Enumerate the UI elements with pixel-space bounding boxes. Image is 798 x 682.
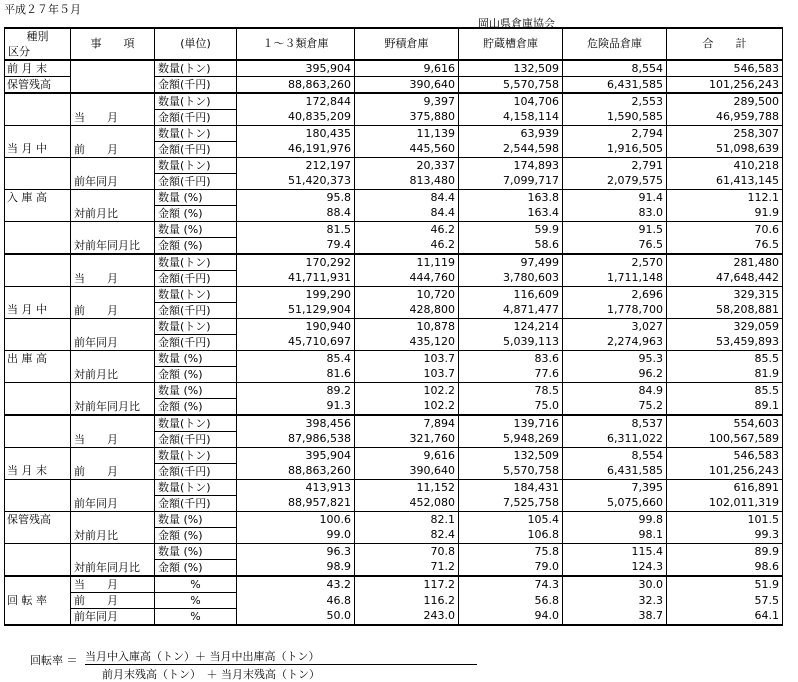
value-cell: 103.7	[355, 367, 459, 383]
shipments-section	[5, 254, 783, 415]
value-cell: 20,337	[355, 158, 459, 174]
value-cell: 88,957,821	[237, 496, 355, 512]
value-cell: 124.3	[563, 560, 667, 577]
value-cell: 64.1	[667, 609, 783, 626]
value-cell: 51,129,904	[237, 303, 355, 319]
unit-label: 金額(千円)	[155, 142, 237, 158]
value-cell: 410,218	[667, 158, 783, 174]
value-cell: 70.6	[667, 222, 783, 238]
table-row: 保管残高 金額(千円) 88,863,260 390,640 5,570,758 6,431,585 101,256,243	[5, 77, 783, 94]
value-cell: 51,098,639	[667, 142, 783, 158]
value-cell: 9,397	[355, 93, 459, 110]
balance-section	[5, 415, 783, 576]
value-cell: 2,791	[563, 158, 667, 174]
row-item-label: 対前月比	[71, 190, 155, 222]
table-row: 前 月 末 数量(トン) 395,904 9,616 132,509 8,554 546,583	[5, 60, 783, 77]
value-cell: 199,290	[237, 287, 355, 303]
header-col-4: 危険品倉庫	[563, 28, 667, 60]
section-label: 当 月 中	[5, 303, 71, 319]
value-cell: 813,480	[355, 174, 459, 190]
unit-label: 金額(千円)	[155, 271, 237, 287]
section-label: 当 月 中	[5, 142, 71, 158]
table-row	[5, 480, 783, 496]
value-cell: 83.0	[563, 206, 667, 222]
value-cell: 106.8	[459, 528, 563, 544]
value-cell: 74.3	[459, 576, 563, 593]
value-cell: 5,039,113	[459, 335, 563, 351]
value-cell: 89.9	[667, 544, 783, 560]
unit-label: 数量(トン)	[155, 158, 237, 174]
value-cell: 79.4	[237, 238, 355, 255]
row-item-label: 前年同月	[71, 609, 155, 626]
unit-label: 金額(千円)	[155, 110, 237, 126]
value-cell: 1,916,505	[563, 142, 667, 158]
value-cell: 2,553	[563, 93, 667, 110]
unit-label: 数量 (%)	[155, 512, 237, 528]
value-cell: 41,711,931	[237, 271, 355, 287]
header-col-5: 合 計	[667, 28, 783, 60]
value-cell: 84.4	[355, 190, 459, 206]
unit-label: 金額 (%)	[155, 399, 237, 416]
organization-name: 岡山県倉庫協会	[478, 17, 555, 30]
row-item-label: 当 月	[71, 254, 155, 287]
value-cell: 10,720	[355, 287, 459, 303]
header-col-1: １～３類倉庫	[237, 28, 355, 60]
value-cell: 174,893	[459, 158, 563, 174]
value-cell: 11,152	[355, 480, 459, 496]
formula-numerator: 当月中入庫高（トン）＋ 当月中出庫高（トン）	[85, 650, 320, 663]
value-cell: 9,616	[355, 448, 459, 464]
formula-fraction-line	[85, 664, 477, 665]
value-cell: 81.6	[237, 367, 355, 383]
section-label: 当 月 末	[5, 464, 71, 480]
value-cell: 99.0	[237, 528, 355, 544]
value-cell: 45,710,697	[237, 335, 355, 351]
table-row	[5, 158, 783, 174]
value-cell: 91.5	[563, 222, 667, 238]
value-cell: 100.6	[237, 512, 355, 528]
value-cell: 281,480	[667, 254, 783, 271]
value-cell: 97,499	[459, 254, 563, 271]
row-item-label: 対前月比	[71, 351, 155, 383]
unit-label: %	[155, 593, 237, 609]
value-cell: 32.3	[563, 593, 667, 609]
value-cell: 132,509	[459, 448, 563, 464]
unit-label: 数量(トン)	[155, 480, 237, 496]
value-cell: 99.3	[667, 528, 783, 544]
table-row	[5, 593, 783, 609]
value-cell: 91.9	[667, 206, 783, 222]
formula-denominator: 前月末残高（トン） ＋ 当月末残高（トン）	[102, 668, 320, 681]
value-cell: 8,554	[563, 448, 667, 464]
receipts-section	[5, 93, 783, 254]
value-cell: 8,537	[563, 415, 667, 432]
value-cell: 96.3	[237, 544, 355, 560]
value-cell: 46,191,976	[237, 142, 355, 158]
unit-label: %	[155, 576, 237, 593]
value-cell: 95.8	[237, 190, 355, 206]
value-cell: 47,648,442	[667, 271, 783, 287]
section-label: 出 庫 高	[5, 351, 71, 367]
value-cell: 85.4	[237, 351, 355, 367]
unit-label: 金額(千円)	[155, 432, 237, 448]
value-cell: 91.4	[563, 190, 667, 206]
row-item-label: 対前年同月比	[71, 383, 155, 416]
value-cell: 83.6	[459, 351, 563, 367]
value-cell: 82.1	[355, 512, 459, 528]
header-col-3: 貯蔵槽倉庫	[459, 28, 563, 60]
value-cell: 98.6	[667, 560, 783, 577]
value-cell: 78.5	[459, 383, 563, 399]
value-cell: 2,794	[563, 126, 667, 142]
header-category: 区分	[5, 44, 71, 60]
value-cell: 428,800	[355, 303, 459, 319]
value-cell: 5,948,269	[459, 432, 563, 448]
unit-label: 金額(千円)	[155, 496, 237, 512]
value-cell: 102.2	[355, 399, 459, 416]
unit-label: 数量 (%)	[155, 222, 237, 238]
value-cell: 81.5	[237, 222, 355, 238]
value-cell: 7,395	[563, 480, 667, 496]
value-cell: 6,431,585	[563, 464, 667, 480]
header-col-2: 野積倉庫	[355, 28, 459, 60]
value-cell: 40,835,209	[237, 110, 355, 126]
row-item-label: 対前年同月比	[71, 222, 155, 255]
unit-label: 金額(千円)	[155, 464, 237, 480]
row-item-label: 前 月	[71, 448, 155, 480]
value-cell: 112.1	[667, 190, 783, 206]
row-item-label: 当 月	[71, 576, 155, 593]
table-row	[5, 609, 783, 626]
table-row	[5, 287, 783, 303]
value-cell: 5,570,758	[459, 464, 563, 480]
header-item: 事 項	[71, 28, 155, 60]
unit-label: 数量 (%)	[155, 544, 237, 560]
table-row	[5, 576, 783, 593]
formula-label: 回転率 ＝	[30, 654, 78, 667]
value-cell: 124,214	[459, 319, 563, 335]
value-cell: 444,760	[355, 271, 459, 287]
value-cell: 11,139	[355, 126, 459, 142]
row-item-label: 前年同月	[71, 480, 155, 512]
value-cell: 435,120	[355, 335, 459, 351]
value-cell: 117.2	[355, 576, 459, 593]
value-cell: 85.5	[667, 383, 783, 399]
value-cell: 101,256,243	[667, 464, 783, 480]
value-cell: 445,560	[355, 142, 459, 158]
value-cell: 46,959,788	[667, 110, 783, 126]
section-label: 保管残高	[5, 512, 71, 528]
value-cell: 398,456	[237, 415, 355, 432]
table-row	[5, 319, 783, 335]
header-row-1	[5, 28, 783, 44]
value-cell: 59.9	[459, 222, 563, 238]
value-cell: 184,431	[459, 480, 563, 496]
value-cell: 258,307	[667, 126, 783, 142]
value-cell: 1,778,700	[563, 303, 667, 319]
value-cell: 163.8	[459, 190, 563, 206]
value-cell: 2,079,575	[563, 174, 667, 190]
value-cell: 5,075,660	[563, 496, 667, 512]
value-cell: 116,609	[459, 287, 563, 303]
value-cell: 46.2	[355, 238, 459, 255]
unit-label: 数量(トン)	[155, 287, 237, 303]
value-cell: 2,544,598	[459, 142, 563, 158]
unit-label: 金額(千円)	[155, 174, 237, 190]
value-cell: 616,891	[667, 480, 783, 496]
unit-label: 金額 (%)	[155, 528, 237, 544]
section-label: 回 転 率	[5, 593, 71, 609]
value-cell: 243.0	[355, 609, 459, 626]
turnover-section	[5, 576, 783, 625]
section-label: 保管残高	[5, 77, 71, 94]
unit-label: %	[155, 609, 237, 626]
value-cell: 63,939	[459, 126, 563, 142]
value-cell: 88,863,260	[237, 464, 355, 480]
value-cell: 56.8	[459, 593, 563, 609]
unit-label: 数量 (%)	[155, 190, 237, 206]
value-cell: 11,119	[355, 254, 459, 271]
value-cell: 75.8	[459, 544, 563, 560]
row-item-label: 前 月	[71, 126, 155, 158]
table-row	[5, 351, 783, 367]
value-cell: 51.9	[667, 576, 783, 593]
header-unit: (単位)	[155, 28, 237, 60]
value-cell: 84.9	[563, 383, 667, 399]
unit-label: 数量 (%)	[155, 383, 237, 399]
value-cell: 375,880	[355, 110, 459, 126]
value-cell: 116.2	[355, 593, 459, 609]
value-cell: 76.5	[563, 238, 667, 255]
value-cell: 170,292	[237, 254, 355, 271]
report-title: 平成２７年５月	[4, 3, 81, 16]
value-cell: 413,913	[237, 480, 355, 496]
value-cell: 53,459,893	[667, 335, 783, 351]
value-cell: 98.9	[237, 560, 355, 577]
unit-label: 金額(千円)	[155, 335, 237, 351]
value-cell: 82.4	[355, 528, 459, 544]
value-cell: 2,274,963	[563, 335, 667, 351]
table-row	[5, 222, 783, 238]
value-cell: 89.1	[667, 399, 783, 416]
value-cell: 452,080	[355, 496, 459, 512]
value-cell: 7,525,758	[459, 496, 563, 512]
unit-label: 金額 (%)	[155, 367, 237, 383]
value-cell: 329,059	[667, 319, 783, 335]
warehouse-statistics-table	[4, 27, 783, 626]
row-item-label: 対前月比	[71, 512, 155, 544]
value-cell: 1,711,148	[563, 271, 667, 287]
value-cell: 2,696	[563, 287, 667, 303]
value-cell: 115.4	[563, 544, 667, 560]
section-label: 入 庫 高	[5, 190, 71, 206]
row-item-label: 当 月	[71, 93, 155, 126]
value-cell: 390,640	[355, 464, 459, 480]
value-cell: 50.0	[237, 609, 355, 626]
value-cell: 91.3	[237, 399, 355, 416]
table-row	[5, 383, 783, 399]
value-cell: 102.2	[355, 383, 459, 399]
value-cell: 30.0	[563, 576, 667, 593]
value-cell: 79.0	[459, 560, 563, 577]
row-item-label: 前年同月	[71, 158, 155, 190]
unit-label: 金額 (%)	[155, 238, 237, 255]
unit-label: 数量 (%)	[155, 351, 237, 367]
table-row	[5, 254, 783, 271]
table-row	[5, 126, 783, 142]
value-cell: 321,760	[355, 432, 459, 448]
value-cell: 10,878	[355, 319, 459, 335]
value-cell: 94.0	[459, 609, 563, 626]
value-cell: 76.5	[667, 238, 783, 255]
unit-label: 数量(トン)	[155, 319, 237, 335]
unit-label: 数量(トン)	[155, 93, 237, 110]
value-cell: 71.2	[355, 560, 459, 577]
unit-label: 数量(トン)	[155, 448, 237, 464]
unit-label: 数量(トン)	[155, 126, 237, 142]
value-cell: 58.6	[459, 238, 563, 255]
value-cell: 98.1	[563, 528, 667, 544]
value-cell: 6,311,022	[563, 432, 667, 448]
value-cell: 395,904	[237, 448, 355, 464]
value-cell: 101.5	[667, 512, 783, 528]
table-row	[5, 512, 783, 528]
value-cell: 4,871,477	[459, 303, 563, 319]
value-cell: 43.2	[237, 576, 355, 593]
row-item-label: 前 月	[71, 593, 155, 609]
value-cell: 51,420,373	[237, 174, 355, 190]
value-cell: 38.7	[563, 609, 667, 626]
value-cell: 289,500	[667, 93, 783, 110]
value-cell: 89.2	[237, 383, 355, 399]
value-cell: 139,716	[459, 415, 563, 432]
value-cell: 4,158,114	[459, 110, 563, 126]
value-cell: 75.0	[459, 399, 563, 416]
value-cell: 77.6	[459, 367, 563, 383]
value-cell: 172,844	[237, 93, 355, 110]
table-row	[5, 448, 783, 464]
row-item-label: 前 月	[71, 287, 155, 319]
value-cell: 546,583	[667, 448, 783, 464]
value-cell: 329,315	[667, 287, 783, 303]
value-cell: 100,567,589	[667, 432, 783, 448]
value-cell: 102,011,319	[667, 496, 783, 512]
value-cell: 212,197	[237, 158, 355, 174]
value-cell: 180,435	[237, 126, 355, 142]
value-cell: 95.3	[563, 351, 667, 367]
row-item-label: 対前年同月比	[71, 544, 155, 577]
unit-label: 金額(千円)	[155, 303, 237, 319]
value-cell: 1,590,585	[563, 110, 667, 126]
section-label: 前 月 末	[5, 60, 71, 77]
value-cell: 3,027	[563, 319, 667, 335]
value-cell: 87,986,538	[237, 432, 355, 448]
value-cell: 96.2	[563, 367, 667, 383]
unit-label: 数量(トン)	[155, 415, 237, 432]
value-cell: 99.8	[563, 512, 667, 528]
value-cell: 88.4	[237, 206, 355, 222]
value-cell: 190,940	[237, 319, 355, 335]
value-cell: 7,894	[355, 415, 459, 432]
value-cell: 75.2	[563, 399, 667, 416]
value-cell: 2,570	[563, 254, 667, 271]
value-cell: 163.4	[459, 206, 563, 222]
value-cell: 61,413,145	[667, 174, 783, 190]
value-cell: 46.2	[355, 222, 459, 238]
value-cell: 85.5	[667, 351, 783, 367]
value-cell: 3,780,603	[459, 271, 563, 287]
value-cell: 7,099,717	[459, 174, 563, 190]
value-cell: 103.7	[355, 351, 459, 367]
table-row	[5, 415, 783, 432]
header-kind: 種別	[5, 28, 71, 44]
unit-label: 金額 (%)	[155, 206, 237, 222]
row-item-label: 前年同月	[71, 319, 155, 351]
table-row	[5, 93, 783, 110]
value-cell: 104,706	[459, 93, 563, 110]
table-row	[5, 190, 783, 206]
value-cell: 84.4	[355, 206, 459, 222]
value-cell: 105.4	[459, 512, 563, 528]
value-cell: 46.8	[237, 593, 355, 609]
unit-label: 金額 (%)	[155, 560, 237, 577]
unit-label: 数量(トン)	[155, 254, 237, 271]
value-cell: 81.9	[667, 367, 783, 383]
row-item-label: 当 月	[71, 415, 155, 448]
value-cell: 554,603	[667, 415, 783, 432]
value-cell: 70.8	[355, 544, 459, 560]
value-cell: 57.5	[667, 593, 783, 609]
value-cell: 58,208,881	[667, 303, 783, 319]
table-row	[5, 544, 783, 560]
